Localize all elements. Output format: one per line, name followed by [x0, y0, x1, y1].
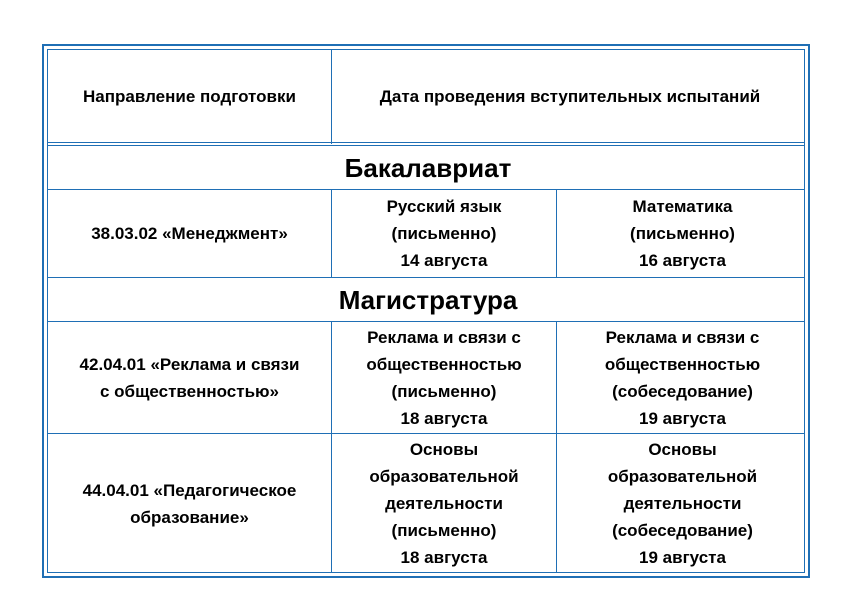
- exam-education-written: [332, 434, 556, 573]
- exam-advertising-interview: [557, 322, 808, 433]
- exam-date: 19 августа: [639, 408, 726, 428]
- header-direction: Направление подготовки: [83, 86, 296, 106]
- exam-date: 14 августа: [400, 251, 488, 270]
- section-title-master: Магистратура: [338, 284, 518, 315]
- program-line: 42.04.01 «Реклама и связи: [79, 354, 300, 374]
- exam-subject: деятельности: [385, 494, 503, 513]
- exam-subject: образовательной: [607, 467, 758, 486]
- exam-math: [557, 190, 808, 277]
- program-line: с общественностью»: [100, 381, 279, 401]
- program-management: 38.03.02 «Менеджмент»: [91, 224, 288, 243]
- exam-advertising-written: [332, 322, 556, 433]
- exam-education-interview: [557, 434, 808, 573]
- exam-subject: общественностью: [604, 354, 761, 374]
- exam-date: 19 августа: [639, 548, 726, 567]
- program-line: образование»: [130, 507, 249, 527]
- exam-subject: общественностью: [366, 354, 522, 374]
- exam-date: 18 августа: [400, 548, 488, 567]
- exam-format: (собеседование): [612, 521, 753, 540]
- exam-date: 16 августа: [639, 251, 726, 270]
- exam-format: (письменно): [391, 521, 497, 540]
- exam-subject: Русский язык: [386, 197, 502, 216]
- exam-format: (письменно): [630, 224, 735, 243]
- exam-russian: [332, 190, 556, 277]
- program-pedagogical: [48, 434, 331, 573]
- exam-format: (письменно): [391, 381, 497, 401]
- header-exam-dates: Дата проведения вступительных испытаний: [379, 86, 761, 106]
- program-advertising: [48, 322, 331, 433]
- exam-format: (собеседование): [612, 381, 753, 401]
- exam-subject: деятельности: [623, 494, 742, 513]
- exam-date: 18 августа: [400, 408, 488, 428]
- program-line: 44.04.01 «Педагогическое: [82, 480, 297, 500]
- section-title-bachelor: Бакалавриат: [344, 152, 512, 183]
- exam-format: (письменно): [391, 224, 497, 243]
- schedule-table: [42, 44, 810, 578]
- exam-subject: Математика: [632, 197, 733, 216]
- exam-subject: Реклама и связи с: [605, 327, 760, 347]
- exam-subject: Основы: [648, 440, 717, 459]
- exam-subject: Реклама и связи с: [367, 327, 521, 347]
- exam-subject: Основы: [409, 440, 479, 459]
- exam-subject: образовательной: [369, 467, 519, 486]
- table-inner-border: [47, 49, 805, 573]
